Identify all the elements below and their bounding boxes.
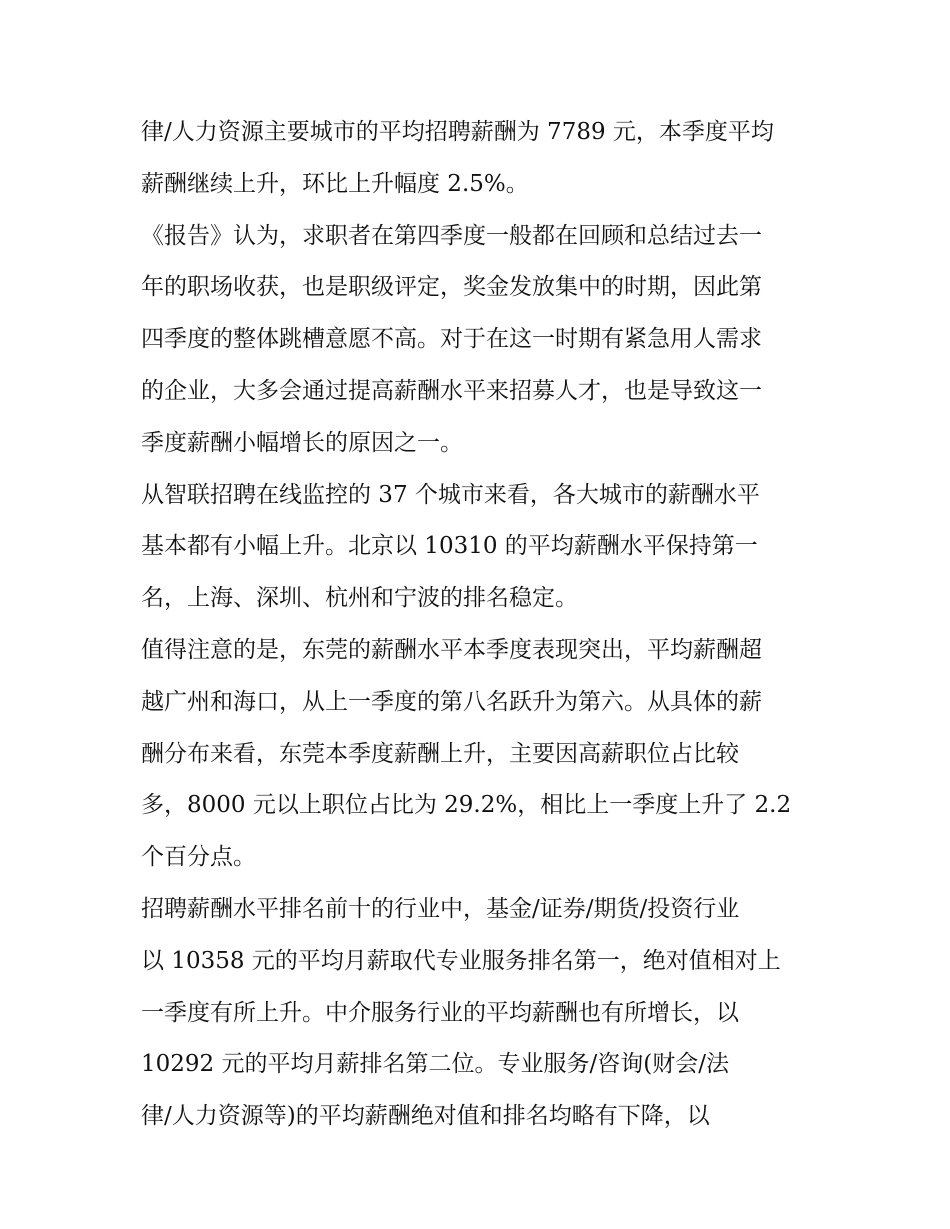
text-line: 10292 元的平均月薪排名第二位。专业服务/咨询(财会/法 <box>141 1051 729 1078</box>
text-line: 律/人力资源等)的平均薪酬绝对值和排名均略有下降，以 <box>141 1103 710 1130</box>
text-line: 名，上海、深圳、杭州和宁波的排名稳定。 <box>141 585 578 612</box>
text-line: 的企业，大多会通过提高薪酬水平来招募人才，也是导致这一 <box>141 377 762 404</box>
text-line: 四季度的整体跳槽意愿不高。对于在这一时期有紧急用人需求 <box>141 326 762 353</box>
text-line: 一季度有所上升。中介服务行业的平均薪酬也有所增长，以 <box>141 999 739 1026</box>
text-line: 多，8000 元以上职位占比为 29.2%，相比上一季度上升了 2.2 <box>141 792 792 819</box>
article-body <box>141 107 821 1143</box>
text-line: 酬分布来看，东莞本季度薪酬上升，主要因高薪职位占比较 <box>141 740 739 767</box>
text-line: 值得注意的是，东莞的薪酬水平本季度表现突出，平均薪酬超 <box>141 636 762 663</box>
text-line: 招聘薪酬水平排名前十的行业中，基金/证券/期货/投资行业 <box>141 895 740 922</box>
text-line: 薪酬继续上升，环比上升幅度 2.5%。 <box>141 170 529 197</box>
text-line: 季度薪酬小幅增长的原因之一。 <box>141 429 463 456</box>
text-line: 基本都有小幅上升。北京以 10310 的平均薪酬水平保持第一 <box>141 533 758 560</box>
text-line: 《报告》认为，求职者在第四季度一般都在回顾和总结过去一 <box>141 222 762 249</box>
text-line: 越广州和海口，从上一季度的第八名跃升为第六。从具体的薪 <box>141 688 762 715</box>
text-line: 年的职场收获，也是职级评定，奖金发放集中的时期，因此第 <box>141 274 762 301</box>
text-line: 以 10358 元的平均月薪取代专业服务排名第一，绝对值相对上 <box>141 947 781 974</box>
text-line: 从智联招聘在线监控的 37 个城市来看，各大城市的薪酬水平 <box>141 481 760 508</box>
text-line: 个百分点。 <box>141 844 256 871</box>
text-line: 律/人力资源主要城市的平均招聘薪酬为 7789 元，本季度平均 <box>141 119 774 145</box>
